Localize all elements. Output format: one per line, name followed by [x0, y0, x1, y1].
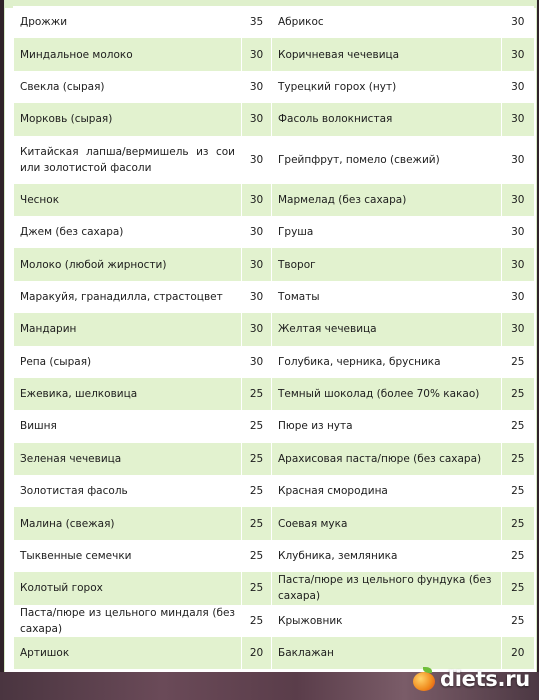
gi-value-right: 30 [502, 281, 534, 313]
product-name-right: Темный шоколад (более 70% какао) [272, 378, 502, 410]
gi-value-left: 25 [242, 410, 272, 442]
product-name-right: Фасоль волокнистая [272, 103, 502, 135]
product-name-right: Желтая чечевица [272, 313, 502, 345]
gi-value-left: 20 [242, 637, 272, 669]
table-row [14, 507, 534, 539]
table-row [14, 6, 534, 38]
gi-value-left: 30 [242, 136, 272, 184]
gi-value-left: 25 [242, 540, 272, 572]
gi-value-left: 30 [242, 248, 272, 280]
gi-value-right: 30 [502, 313, 534, 345]
gi-value-right: 25 [502, 475, 534, 507]
product-name-left: Зеленая чечевица [14, 443, 242, 475]
gi-value-right: 30 [502, 38, 534, 70]
gi-value-left: 30 [242, 103, 272, 135]
gi-value-right: 25 [502, 605, 534, 637]
gi-value-left: 25 [242, 475, 272, 507]
product-name-left: Мандарин [14, 313, 242, 345]
content-panel [4, 0, 537, 672]
gi-value-left: 25 [242, 507, 272, 539]
gi-value-right: 25 [502, 540, 534, 572]
product-name-left: Малина (свежая) [14, 507, 242, 539]
gi-value-left: 25 [242, 572, 272, 604]
product-name-left: Колотый горох [14, 572, 242, 604]
gi-value-right: 30 [502, 71, 534, 103]
product-name-left: Миндальное молоко [14, 38, 242, 70]
gi-value-right: 25 [502, 572, 534, 604]
gi-table-body [14, 6, 534, 669]
gi-value-right: 30 [502, 184, 534, 216]
product-name-right: Крыжовник [272, 605, 502, 637]
product-name-right: Пюре из нута [272, 410, 502, 442]
table-row [14, 443, 534, 475]
gi-value-left: 30 [242, 184, 272, 216]
product-name-right: Грейпфрут, помело (свежий) [272, 136, 502, 184]
table-row [14, 475, 534, 507]
product-name-left: Репа (сырая) [14, 346, 242, 378]
table-row [14, 313, 534, 345]
table-row [14, 103, 534, 135]
gi-value-right: 30 [502, 136, 534, 184]
table-row [14, 71, 534, 103]
product-name-left: Джем (без сахара) [14, 216, 242, 248]
product-name-right: Турецкий горох (нут) [272, 71, 502, 103]
product-name-left: Маракуйя, гранадилла, страстоцвет [14, 281, 242, 313]
table-row [14, 572, 534, 604]
product-name-left: Артишок [14, 637, 242, 669]
product-name-right: Томаты [272, 281, 502, 313]
gi-table [13, 6, 534, 669]
gi-value-left: 30 [242, 38, 272, 70]
product-name-right: Коричневая чечевица [272, 38, 502, 70]
gi-value-left: 35 [242, 6, 272, 38]
table-row [14, 38, 534, 70]
product-name-left: Чеснок [14, 184, 242, 216]
product-name-left: Паста/пюре из цельного миндаля (без сахара) [14, 605, 242, 637]
product-name-left: Золотистая фасоль [14, 475, 242, 507]
product-name-left: Морковь (сырая) [14, 103, 242, 135]
table-row [14, 605, 534, 637]
gi-value-right: 20 [502, 637, 534, 669]
gi-value-right: 30 [502, 6, 534, 38]
apple-icon [412, 667, 436, 691]
product-name-left: Дрожжи [14, 6, 242, 38]
gi-value-right: 25 [502, 507, 534, 539]
gi-value-right: 30 [502, 248, 534, 280]
gi-value-right: 25 [502, 410, 534, 442]
gi-value-left: 30 [242, 216, 272, 248]
watermark-text: diets.ru [440, 667, 530, 691]
product-name-right: Клубника, земляника [272, 540, 502, 572]
product-name-right: Абрикос [272, 6, 502, 38]
product-name-right: Груша [272, 216, 502, 248]
product-name-right: Голубика, черника, брусника [272, 346, 502, 378]
product-name-left: Свекла (сырая) [14, 71, 242, 103]
table-row [14, 346, 534, 378]
gi-value-left: 25 [242, 378, 272, 410]
table-row [14, 410, 534, 442]
table-row [14, 184, 534, 216]
product-name-left: Вишня [14, 410, 242, 442]
gi-value-right: 30 [502, 103, 534, 135]
table-row [14, 540, 534, 572]
product-name-left: Китайская лапша/вермишель из сои или золотистой фасоли [14, 136, 242, 184]
table-row [14, 378, 534, 410]
gi-value-left: 25 [242, 605, 272, 637]
product-name-left: Ежевика, шелковица [14, 378, 242, 410]
product-name-right: Соевая мука [272, 507, 502, 539]
gi-value-right: 30 [502, 216, 534, 248]
gi-value-left: 30 [242, 71, 272, 103]
product-name-right: Творог [272, 248, 502, 280]
product-name-right: Красная смородина [272, 475, 502, 507]
table-row [14, 281, 534, 313]
product-name-left: Молоко (любой жирности) [14, 248, 242, 280]
product-name-right: Арахисовая паста/пюре (без сахара) [272, 443, 502, 475]
product-name-right: Мармелад (без сахара) [272, 184, 502, 216]
gi-value-left: 25 [242, 443, 272, 475]
gi-value-left: 30 [242, 281, 272, 313]
gi-value-left: 30 [242, 346, 272, 378]
gi-value-left: 30 [242, 313, 272, 345]
gi-value-right: 25 [502, 346, 534, 378]
product-name-right: Баклажан [272, 637, 502, 669]
product-name-right: Паста/пюре из цельного фундука (без сахара) [272, 572, 502, 604]
gi-value-right: 25 [502, 378, 534, 410]
table-row [14, 216, 534, 248]
gi-value-right: 25 [502, 443, 534, 475]
watermark-logo [412, 661, 536, 697]
table-row [14, 136, 534, 184]
table-row [14, 248, 534, 280]
product-name-left: Тыквенные семечки [14, 540, 242, 572]
